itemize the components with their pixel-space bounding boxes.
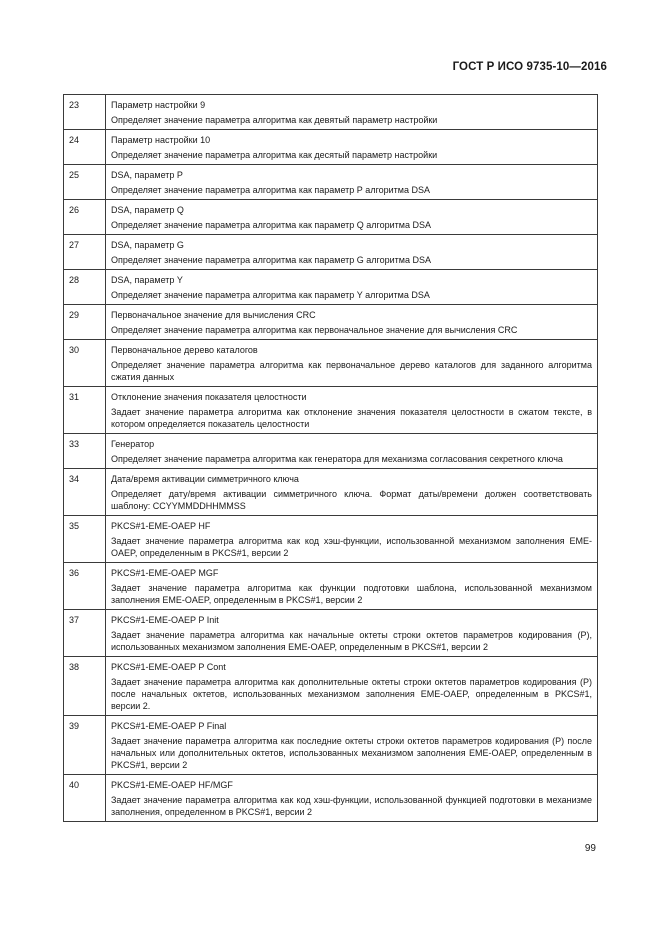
parameter-description: Определяет значение параметра алгоритма как генератора для механизма согласования секретного ключа bbox=[111, 454, 563, 464]
parameter-description: Задает значение параметра алгоритма как начальные октеты строки октетов параметров кодирования (Р), использованных механизмом заполнения EME-OAEP, определенным в PKCS#1, версии 2 bbox=[111, 630, 592, 652]
page-number: 99 bbox=[584, 843, 596, 854]
parameter-name: DSA, параметр Y bbox=[111, 275, 183, 285]
row-content-cell bbox=[106, 387, 598, 434]
row-number: 27 bbox=[64, 235, 106, 270]
table-row bbox=[64, 775, 598, 822]
table-row bbox=[64, 305, 598, 340]
parameter-description: Задает значение параметра алгоритма как отклонение значения показателя целостности в сжатом тексте, в котором определяется показатель целостности bbox=[111, 407, 592, 429]
parameter-description: Определяет значение параметра алгоритма как параметр Q алгоритма DSA bbox=[111, 220, 432, 230]
row-content-cell bbox=[106, 716, 598, 775]
row-content-cell bbox=[106, 434, 598, 469]
parameter-description: Задает значение параметра алгоритма как последние октеты строки октетов параметров кодирования (Р) после начальных или дополнительных октетов, использованных механизмом заполнения EME-OAEP, определенным в PKCS#1, версии 2 bbox=[111, 736, 592, 770]
row-number: 34 bbox=[64, 469, 106, 516]
parameter-description: Определяет значение параметра алгоритма как параметр Р алгоритма DSA bbox=[111, 185, 431, 195]
row-content-cell bbox=[106, 563, 598, 610]
row-number: 26 bbox=[64, 200, 106, 235]
row-content-cell bbox=[106, 775, 598, 822]
table-row bbox=[64, 130, 598, 165]
parameter-name: Генератор bbox=[111, 439, 155, 449]
row-number: 29 bbox=[64, 305, 106, 340]
parameter-name: DSA, параметр Р bbox=[111, 170, 183, 180]
row-number: 33 bbox=[64, 434, 106, 469]
row-content-cell bbox=[106, 235, 598, 270]
parameter-description: Задает значение параметра алгоритма как функции подготовки шаблона, использованной механизмом заполнения EME-OAEP, определенным в PKCS#1, версии 2 bbox=[111, 583, 592, 605]
row-number: 36 bbox=[64, 563, 106, 610]
row-content-cell bbox=[106, 130, 598, 165]
table-row bbox=[64, 516, 598, 563]
parameter-description: Задает значение параметра алгоритма как код хэш-функции, использованной механизмом заполнения EME-OAEP, определенным в PKCS#1, версии 2 bbox=[111, 536, 592, 558]
table-row bbox=[64, 340, 598, 387]
table-row bbox=[64, 563, 598, 610]
row-number: 40 bbox=[64, 775, 106, 822]
table-row bbox=[64, 434, 598, 469]
row-content-cell bbox=[106, 657, 598, 716]
parameters-table-body bbox=[64, 95, 598, 822]
row-number: 23 bbox=[64, 95, 106, 130]
parameter-name: DSA, параметр Q bbox=[111, 205, 184, 215]
parameter-name: Первоначальное дерево каталогов bbox=[111, 345, 258, 355]
parameter-name: PKCS#1-EME-OAEP MGF bbox=[111, 568, 219, 578]
row-content-cell bbox=[106, 165, 598, 200]
row-content-cell bbox=[106, 95, 598, 130]
parameter-name: DSA, параметр G bbox=[111, 240, 184, 250]
row-content-cell bbox=[106, 516, 598, 563]
row-content-cell bbox=[106, 305, 598, 340]
row-number: 31 bbox=[64, 387, 106, 434]
table-row bbox=[64, 657, 598, 716]
parameter-name: PKCS#1-EME-OAEP HF bbox=[111, 521, 211, 531]
parameter-name: Параметр настройки 10 bbox=[111, 135, 211, 145]
row-number: 39 bbox=[64, 716, 106, 775]
row-number: 38 bbox=[64, 657, 106, 716]
parameter-description: Определяет дату/время активации симметричного ключа. Формат даты/времени должен соответствовать шаблону: CCYYMMDDHHMMSS bbox=[111, 489, 592, 511]
row-number: 28 bbox=[64, 270, 106, 305]
parameter-name: Первоначальное значение для вычисления CRC bbox=[111, 310, 316, 320]
parameters-table bbox=[63, 94, 598, 822]
parameter-description: Задает значение параметра алгоритма как код хэш-функции, использованной функцией подготовки в механизме заполнения, определенном в PKCS#1, версии 2 bbox=[111, 795, 592, 817]
parameter-description: Определяет значение параметра алгоритма как первоначальное значение для вычисления CRC bbox=[111, 325, 518, 335]
table-row bbox=[64, 469, 598, 516]
row-content-cell bbox=[106, 200, 598, 235]
table-row bbox=[64, 200, 598, 235]
parameter-name: Дата/время активации симметричного ключа bbox=[111, 474, 299, 484]
document-header: ГОСТ Р ИСО 9735-10—2016 bbox=[452, 61, 607, 73]
table-row bbox=[64, 235, 598, 270]
table-row bbox=[64, 95, 598, 130]
parameter-name: Отклонение значения показателя целостности bbox=[111, 392, 307, 402]
parameter-description: Определяет значение параметра алгоритма как параметр G алгоритма DSA bbox=[111, 255, 432, 265]
parameter-name: PKCS#1-EME-OAEP HF/MGF bbox=[111, 780, 233, 790]
table-row bbox=[64, 165, 598, 200]
row-number: 30 bbox=[64, 340, 106, 387]
parameter-name: PKCS#1-EME-OAEP P Final bbox=[111, 721, 227, 731]
parameter-description: Определяет значение параметра алгоритма как десятый параметр настройки bbox=[111, 150, 438, 160]
table-row bbox=[64, 387, 598, 434]
parameter-description: Задает значение параметра алгоритма как дополнительные октеты строки октетов параметров кодирования (Р) после начальных октетов, использованных механизмом заполнения EME-OAEP, определенным в PKCS#1, версии 2. bbox=[111, 677, 592, 711]
table-row bbox=[64, 270, 598, 305]
row-number: 24 bbox=[64, 130, 106, 165]
table-row bbox=[64, 716, 598, 775]
row-content-cell bbox=[106, 469, 598, 516]
row-number: 25 bbox=[64, 165, 106, 200]
parameter-description: Определяет значение параметра алгоритма как первоначальное дерево каталогов для заданного алгоритма сжатия данных bbox=[111, 360, 592, 382]
row-content-cell bbox=[106, 270, 598, 305]
parameter-description: Определяет значение параметра алгоритма как параметр Y алгоритма DSA bbox=[111, 290, 430, 300]
row-number: 35 bbox=[64, 516, 106, 563]
parameter-description: Определяет значение параметра алгоритма как девятый параметр настройки bbox=[111, 115, 438, 125]
row-content-cell bbox=[106, 610, 598, 657]
row-number: 37 bbox=[64, 610, 106, 657]
row-content-cell bbox=[106, 340, 598, 387]
parameter-name: PKCS#1-EME-OAEP P Cont bbox=[111, 662, 226, 672]
parameter-name: Параметр настройки 9 bbox=[111, 100, 206, 110]
parameter-name: PKCS#1-EME-OAEP P Init bbox=[111, 615, 219, 625]
table-row bbox=[64, 610, 598, 657]
